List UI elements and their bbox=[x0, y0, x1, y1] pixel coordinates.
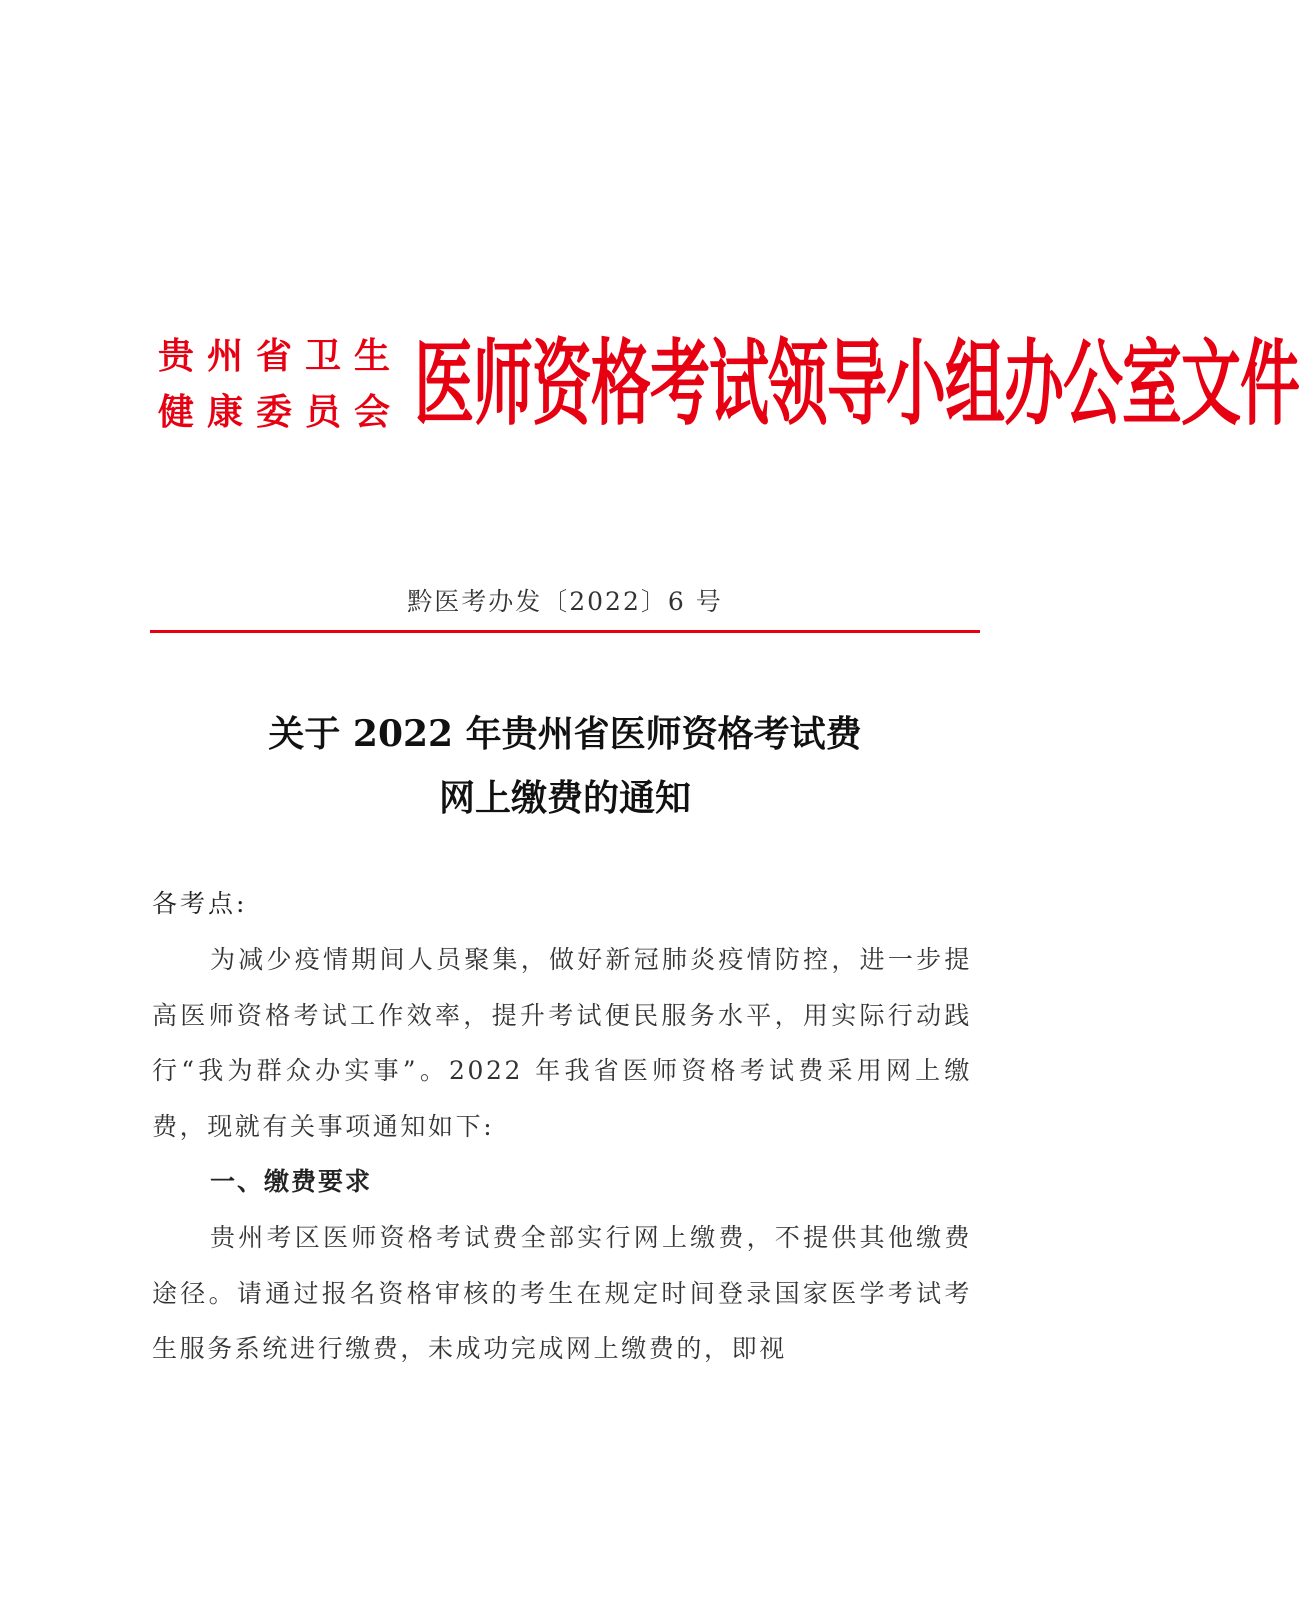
section-heading-1: 一、缴费要求 bbox=[210, 1167, 373, 1196]
document-body bbox=[152, 876, 972, 1377]
title-line-2: 网上缴费的通知 bbox=[438, 777, 691, 819]
masthead bbox=[158, 328, 1299, 440]
issuer-name bbox=[158, 328, 404, 440]
paragraph-payment-requirements: 贵州考区医师资格考试费全部实行网上缴费，不提供其他缴费途径。请通过报名资格审核的考生在规定时间登录国家医学考试考生服务系统进行缴费，未成功完成网上缴费的，即视 bbox=[152, 1223, 972, 1363]
issuer-line-1: 贵州省卫生 bbox=[158, 335, 404, 377]
title-line-1: 关于 2022 年贵州省医师资格考试费 bbox=[268, 713, 862, 755]
document-title bbox=[0, 702, 1130, 830]
document-number: 黔医考办发〔2022〕6 号 bbox=[407, 587, 723, 616]
issuer-line-2: 健康委员会 bbox=[158, 391, 404, 433]
paragraph-intro: 为减少疫情期间人员聚集，做好新冠肺炎疫情防控，进一步提高医师资格考试工作效率，提升考试便民服务水平，用实际行动践行“我为群众办实事”。2022 年我省医师资格考试费采用网上缴费，现就有关事项通知如下: bbox=[152, 945, 972, 1141]
salutation: 各考点: bbox=[152, 889, 248, 918]
red-divider bbox=[150, 630, 980, 633]
office-title: 医师资格考试领导小组办公室文件 bbox=[414, 330, 1299, 440]
